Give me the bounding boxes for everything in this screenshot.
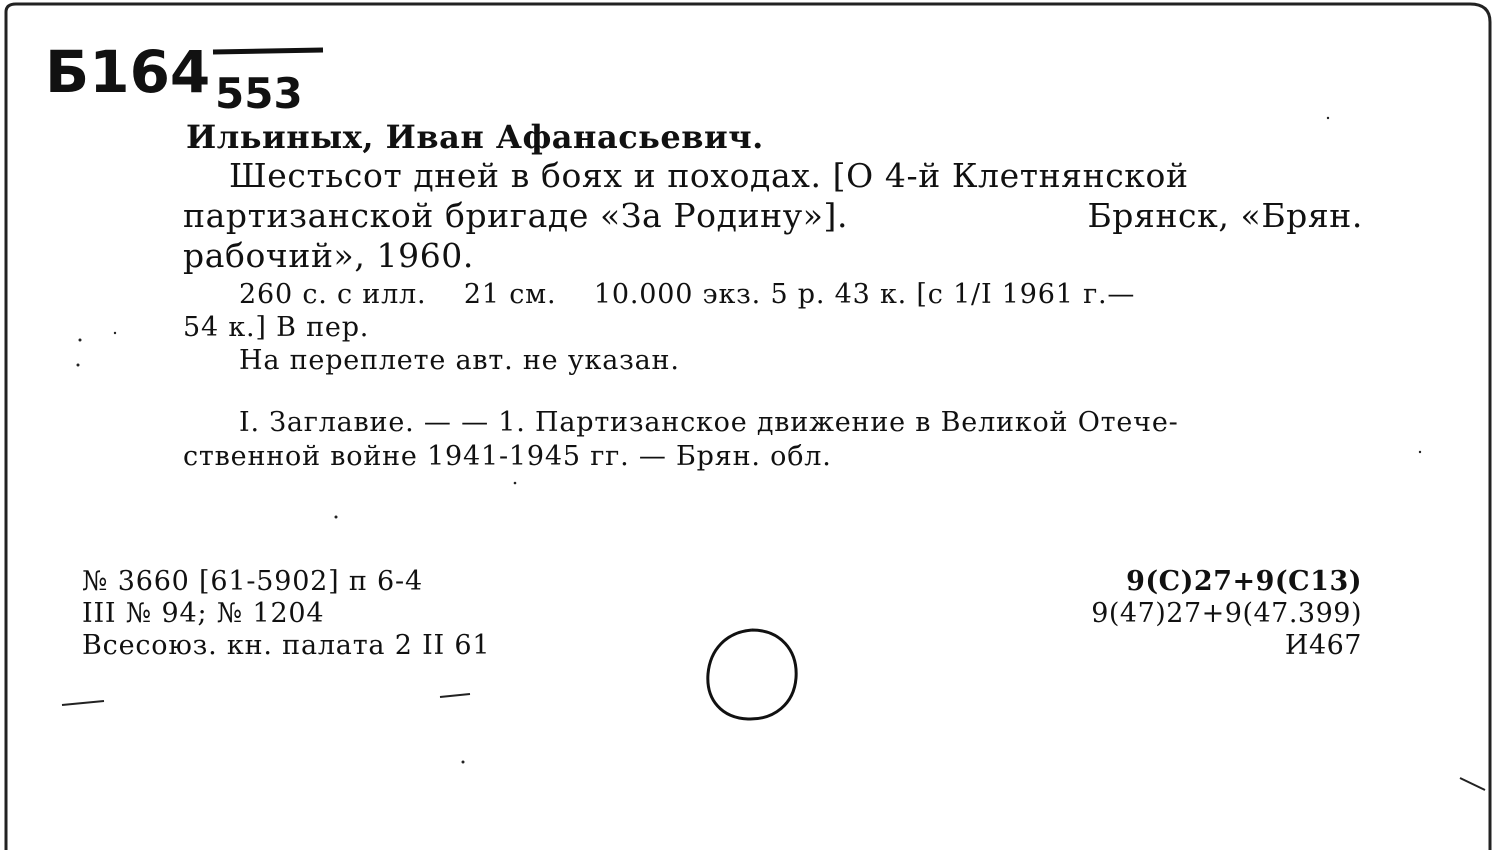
binding-note: На переплете авт. не указан. (239, 345, 680, 376)
physical-line: 260 с. с илл. 21 см. 10.000 экз. 5 р. 43 к. [с 1/I 1961 г.— (239, 279, 1136, 310)
title-line: рабочий», 1960. (183, 236, 474, 275)
title-block (183, 156, 1363, 276)
physical-description (183, 278, 1363, 377)
title-line: Шестьсот дней в боях и походах. [О 4-й Клетнянской (229, 156, 1189, 195)
classification-line: 9(С)27+9(С13) (1126, 566, 1362, 597)
svg-text:553: 553 (215, 69, 303, 118)
author-mark: И467 (1284, 630, 1362, 661)
classification-line: 9(47)27+9(47.399) (1091, 598, 1362, 629)
chamber-line: Всесоюз. кн. палата 2 II 61 (82, 630, 491, 661)
classification-codes (1091, 566, 1362, 662)
title-text: партизанской бригаде «За Родину»]. (183, 196, 849, 235)
handwritten-shelf-mark (45, 30, 345, 120)
registration-info (82, 566, 490, 662)
svg-text:Б164: Б164 (45, 38, 211, 106)
subject-headings (183, 406, 1363, 474)
author-heading: Ильиных, Иван Афанасьевич. (186, 118, 764, 156)
registration-line: III № 94; № 1204 (82, 598, 325, 629)
subject-line: ственной войне 1941-1945 гг. — Брян. обл. (183, 441, 832, 472)
title-line (183, 196, 1363, 236)
subject-line: I. Заглавие. — — 1. Партизанское движение в Великой Отече- (239, 407, 1179, 438)
registration-line: № 3660 [61-5902] п 6-4 (82, 566, 423, 597)
circle-mark (700, 622, 804, 726)
publisher-text: Брянск, «Брян. (1087, 196, 1363, 235)
physical-line: 54 к.] В пер. (183, 312, 370, 343)
